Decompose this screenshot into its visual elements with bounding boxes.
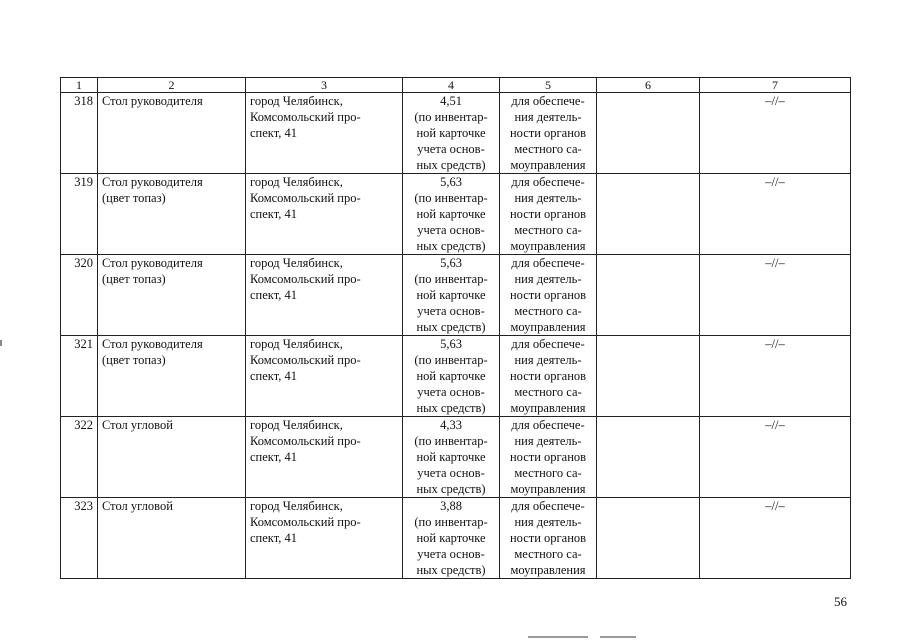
- item-value-line: учета основ-: [417, 223, 485, 237]
- item-address: [246, 336, 403, 417]
- column-header: 3: [246, 78, 403, 93]
- item-purpose-line: местного са-: [514, 223, 582, 237]
- item-value-line: (по инвентар-: [414, 515, 488, 529]
- item-purpose-line: для обеспече-: [511, 94, 585, 108]
- item-address-line: Комсомольский про-: [250, 353, 361, 367]
- item-value-line: 5,63: [440, 256, 462, 270]
- item-purpose: [500, 336, 597, 417]
- item-value-line: 4,51: [440, 94, 462, 108]
- column-header: 1: [61, 78, 98, 93]
- item-ditto: –//–: [700, 93, 851, 174]
- row-number: 319: [61, 174, 98, 255]
- item-name: [98, 336, 246, 417]
- item-purpose-line: ности органов: [509, 126, 587, 140]
- item-purpose-line: для обеспече-: [511, 337, 585, 351]
- table-row: [61, 93, 851, 174]
- item-address: [246, 174, 403, 255]
- item-name-line: (цвет топаз): [102, 191, 166, 205]
- item-address-line: Комсомольский про-: [250, 191, 361, 205]
- item-name-line: Стол руководителя: [102, 256, 203, 270]
- table-row: [61, 498, 851, 579]
- item-name: [98, 174, 246, 255]
- item-col6: [597, 336, 700, 417]
- item-value: [403, 417, 500, 498]
- item-value-line: учета основ-: [417, 385, 485, 399]
- item-purpose-line: ния деятель-: [514, 110, 582, 124]
- item-ditto: –//–: [700, 336, 851, 417]
- item-purpose: [500, 255, 597, 336]
- row-number: 318: [61, 93, 98, 174]
- item-value-line: 3,88: [440, 499, 462, 513]
- item-value-line: (по инвентар-: [414, 434, 488, 448]
- item-col6: [597, 93, 700, 174]
- item-purpose-line: местного са-: [514, 466, 582, 480]
- item-value-line: учета основ-: [417, 466, 485, 480]
- item-ditto: –//–: [700, 498, 851, 579]
- item-value: [403, 174, 500, 255]
- item-address-line: Комсомольский про-: [250, 515, 361, 529]
- item-purpose-line: ности органов: [509, 450, 587, 464]
- item-purpose-line: для обеспече-: [511, 418, 585, 432]
- item-value-line: ных средств): [416, 482, 486, 496]
- item-purpose-line: для обеспече-: [511, 499, 585, 513]
- item-purpose: [500, 498, 597, 579]
- page-number: 56: [834, 594, 847, 609]
- item-ditto: –//–: [700, 417, 851, 498]
- item-name: [98, 255, 246, 336]
- row-number: 322: [61, 417, 98, 498]
- item-value-line: (по инвентар-: [414, 272, 488, 286]
- item-address-line: город Челябинск,: [250, 337, 343, 351]
- item-value-line: 5,63: [440, 175, 462, 189]
- item-purpose-line: местного са-: [514, 142, 582, 156]
- item-address: [246, 93, 403, 174]
- item-purpose-line: ния деятель-: [514, 353, 582, 367]
- item-address-line: спект, 41: [250, 288, 297, 302]
- table-row: [61, 417, 851, 498]
- scan-bottom-mark: [600, 636, 636, 638]
- item-address-line: город Челябинск,: [250, 418, 343, 432]
- item-purpose-line: ния деятель-: [514, 434, 582, 448]
- item-purpose-line: для обеспече-: [511, 175, 585, 189]
- row-number: 320: [61, 255, 98, 336]
- row-number: 323: [61, 498, 98, 579]
- table-row: [61, 336, 851, 417]
- item-col6: [597, 255, 700, 336]
- property-table: [60, 77, 851, 579]
- item-address-line: спект, 41: [250, 531, 297, 545]
- item-address-line: спект, 41: [250, 126, 297, 140]
- item-address-line: Комсомольский про-: [250, 272, 361, 286]
- item-purpose: [500, 417, 597, 498]
- item-purpose-line: местного са-: [514, 304, 582, 318]
- item-value-line: учета основ-: [417, 547, 485, 561]
- row-number: 321: [61, 336, 98, 417]
- item-address-line: спект, 41: [250, 207, 297, 221]
- item-col6: [597, 498, 700, 579]
- column-header: 6: [597, 78, 700, 93]
- item-value-line: учета основ-: [417, 304, 485, 318]
- item-value-line: ных средств): [416, 320, 486, 334]
- item-value-line: ной карточке: [416, 126, 486, 140]
- item-name-line: Стол угловой: [102, 418, 173, 432]
- item-address-line: город Челябинск,: [250, 499, 343, 513]
- item-purpose-line: местного са-: [514, 547, 582, 561]
- item-value-line: 4,33: [440, 418, 462, 432]
- item-value-line: ной карточке: [416, 288, 486, 302]
- item-name: [98, 93, 246, 174]
- item-address: [246, 498, 403, 579]
- item-purpose-line: моуправления: [510, 563, 586, 577]
- item-address-line: Комсомольский про-: [250, 434, 361, 448]
- scan-bottom-mark: [528, 636, 588, 638]
- item-value-line: ной карточке: [416, 450, 486, 464]
- item-purpose-line: моуправления: [510, 320, 586, 334]
- header-row: [61, 78, 851, 93]
- item-address-line: город Челябинск,: [250, 256, 343, 270]
- item-address-line: город Челябинск,: [250, 175, 343, 189]
- item-purpose-line: ности органов: [509, 288, 587, 302]
- item-value-line: ных средств): [416, 158, 486, 172]
- item-name-line: Стол руководителя: [102, 175, 203, 189]
- item-name-line: Стол руководителя: [102, 337, 203, 351]
- item-purpose-line: местного са-: [514, 385, 582, 399]
- item-purpose-line: моуправления: [510, 482, 586, 496]
- item-value-line: учета основ-: [417, 142, 485, 156]
- item-col6: [597, 174, 700, 255]
- item-ditto: –//–: [700, 174, 851, 255]
- item-value-line: ной карточке: [416, 207, 486, 221]
- item-name-line: Стол угловой: [102, 499, 173, 513]
- item-value-line: (по инвентар-: [414, 110, 488, 124]
- table-row: [61, 174, 851, 255]
- item-address-line: город Челябинск,: [250, 94, 343, 108]
- item-name-line: (цвет топаз): [102, 353, 166, 367]
- item-purpose-line: моуправления: [510, 401, 586, 415]
- item-value: [403, 93, 500, 174]
- item-ditto: –//–: [700, 255, 851, 336]
- scan-edge-mark: [0, 340, 2, 346]
- item-purpose: [500, 93, 597, 174]
- item-purpose-line: моуправления: [510, 239, 586, 253]
- item-value: [403, 498, 500, 579]
- item-col6: [597, 417, 700, 498]
- item-purpose-line: ния деятель-: [514, 515, 582, 529]
- item-name-line: Стол руководителя: [102, 94, 203, 108]
- column-header: 4: [403, 78, 500, 93]
- item-purpose-line: ния деятель-: [514, 191, 582, 205]
- item-purpose-line: ности органов: [509, 369, 587, 383]
- item-value-line: ных средств): [416, 563, 486, 577]
- item-value-line: (по инвентар-: [414, 353, 488, 367]
- item-address: [246, 255, 403, 336]
- column-header: 7: [700, 78, 851, 93]
- item-name: [98, 417, 246, 498]
- item-value-line: (по инвентар-: [414, 191, 488, 205]
- item-purpose-line: ния деятель-: [514, 272, 582, 286]
- column-header: 2: [98, 78, 246, 93]
- table-row: [61, 255, 851, 336]
- item-purpose-line: ности органов: [509, 207, 587, 221]
- item-purpose-line: ности органов: [509, 531, 587, 545]
- column-header: 5: [500, 78, 597, 93]
- item-purpose-line: для обеспече-: [511, 256, 585, 270]
- item-name: [98, 498, 246, 579]
- item-value-line: ных средств): [416, 401, 486, 415]
- item-value-line: ной карточке: [416, 369, 486, 383]
- item-name-line: (цвет топаз): [102, 272, 166, 286]
- item-value-line: 5,63: [440, 337, 462, 351]
- item-purpose: [500, 174, 597, 255]
- item-value: [403, 336, 500, 417]
- item-address: [246, 417, 403, 498]
- item-value: [403, 255, 500, 336]
- item-value-line: ных средств): [416, 239, 486, 253]
- item-address-line: спект, 41: [250, 369, 297, 383]
- item-purpose-line: моуправления: [510, 158, 586, 172]
- item-address-line: спект, 41: [250, 450, 297, 464]
- item-value-line: ной карточке: [416, 531, 486, 545]
- item-address-line: Комсомольский про-: [250, 110, 361, 124]
